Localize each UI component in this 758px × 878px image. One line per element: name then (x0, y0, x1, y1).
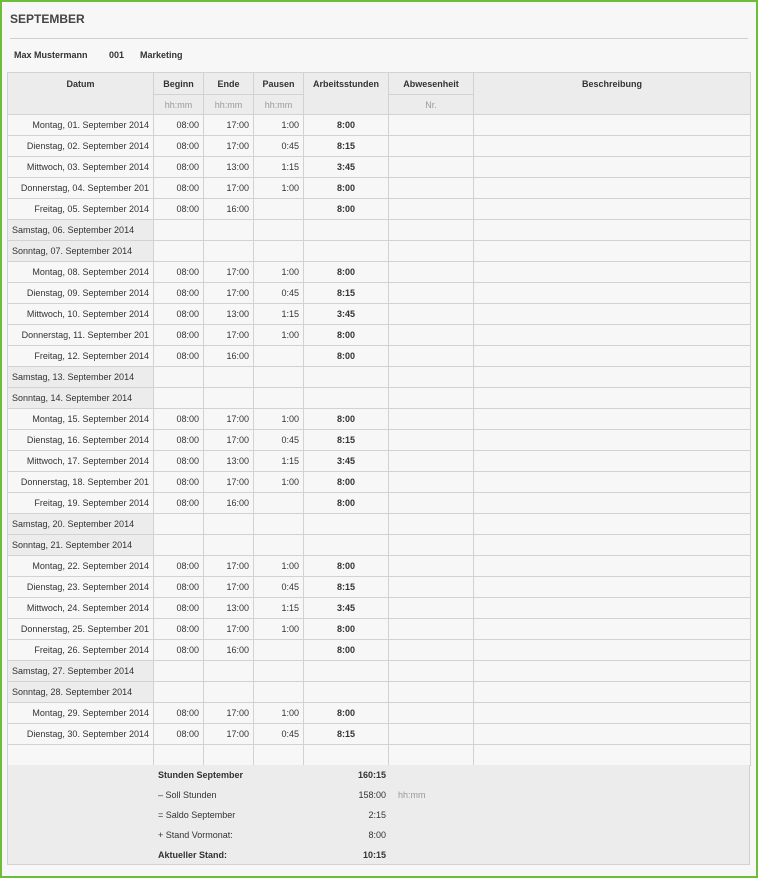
cell-ende[interactable] (204, 514, 254, 535)
col-header-arbeitsstunden: Arbeitsstunden (304, 73, 389, 115)
cell-ende[interactable] (204, 661, 254, 682)
cell-datum[interactable]: Montag, 15. September 2014 (8, 409, 154, 430)
cell-abwesenheit[interactable] (389, 220, 474, 241)
table-row (8, 136, 751, 157)
cell-arbeitsstunden[interactable]: 8:15 (304, 577, 389, 598)
cell-beschreibung[interactable] (474, 136, 751, 157)
cell-pausen[interactable]: 1:00 (254, 325, 304, 346)
col-header-beginn: Beginn (154, 73, 204, 95)
cell-abwesenheit[interactable] (389, 262, 474, 283)
cell-pausen[interactable] (254, 220, 304, 241)
cell-ende[interactable]: 17:00 (204, 178, 254, 199)
cell-pausen[interactable]: 1:00 (254, 556, 304, 577)
cell-abwesenheit[interactable] (389, 535, 474, 556)
summary-aktuell-row (158, 845, 386, 865)
cell-datum[interactable]: Freitag, 19. September 2014 (8, 493, 154, 514)
cell-ende[interactable]: 17:00 (204, 283, 254, 304)
cell-datum[interactable]: Mittwoch, 24. September 2014 (8, 598, 154, 619)
cell-arbeitsstunden[interactable]: 8:00 (304, 640, 389, 661)
cell-arbeitsstunden[interactable]: 8:00 (304, 493, 389, 514)
cell-abwesenheit[interactable] (389, 283, 474, 304)
cell-beschreibung[interactable] (474, 619, 751, 640)
cell-ende[interactable]: 17:00 (204, 409, 254, 430)
cell-beschreibung[interactable] (474, 388, 751, 409)
cell-pausen[interactable] (254, 388, 304, 409)
cell-arbeitsstunden[interactable]: 8:00 (304, 472, 389, 493)
cell-pausen[interactable] (254, 367, 304, 388)
summary-soll-row (158, 785, 386, 805)
cell-beginn[interactable]: 08:00 (154, 430, 204, 451)
table-row (8, 346, 751, 367)
cell-beschreibung[interactable] (474, 157, 751, 178)
timesheet-body (8, 115, 751, 766)
summary-vormonat-value: 8:00 (368, 830, 386, 840)
cell-datum[interactable]: Montag, 22. September 2014 (8, 556, 154, 577)
cell-ende[interactable] (204, 367, 254, 388)
cell-abwesenheit[interactable] (389, 325, 474, 346)
cell-pausen[interactable]: 0:45 (254, 136, 304, 157)
cell-arbeitsstunden[interactable] (304, 682, 389, 703)
cell-abwesenheit[interactable] (389, 724, 474, 745)
cell-ende[interactable]: 17:00 (204, 262, 254, 283)
col-header-abwesenheit: Abwesenheit (389, 73, 474, 95)
cell-pausen[interactable] (254, 241, 304, 262)
cell-datum[interactable]: Mittwoch, 17. September 2014 (8, 451, 154, 472)
cell-datum[interactable]: Freitag, 05. September 2014 (8, 199, 154, 220)
col-unit-pausen: hh:mm (254, 95, 304, 115)
cell-arbeitsstunden[interactable]: 8:15 (304, 724, 389, 745)
cell-ende[interactable]: 16:00 (204, 640, 254, 661)
cell-beginn[interactable]: 08:00 (154, 304, 204, 325)
cell-datum[interactable]: Donnerstag, 04. September 201 (8, 178, 154, 199)
cell-ende[interactable] (204, 745, 254, 766)
cell-arbeitsstunden[interactable]: 8:00 (304, 199, 389, 220)
cell-beschreibung[interactable] (474, 640, 751, 661)
cell-beginn[interactable]: 08:00 (154, 409, 204, 430)
cell-pausen[interactable]: 1:00 (254, 619, 304, 640)
cell-datum[interactable]: Donnerstag, 11. September 201 (8, 325, 154, 346)
table-row (8, 430, 751, 451)
summary-vormonat-label: + Stand Vormonat: (158, 830, 233, 840)
cell-ende[interactable] (204, 388, 254, 409)
cell-beschreibung[interactable] (474, 262, 751, 283)
cell-abwesenheit[interactable] (389, 619, 474, 640)
cell-abwesenheit[interactable] (389, 241, 474, 262)
cell-abwesenheit[interactable] (389, 682, 474, 703)
cell-arbeitsstunden[interactable] (304, 745, 389, 766)
cell-beschreibung[interactable] (474, 724, 751, 745)
cell-beschreibung[interactable] (474, 514, 751, 535)
col-header-beschreibung: Beschreibung (474, 73, 751, 115)
summary-stunden-row (158, 765, 386, 785)
cell-datum[interactable]: Montag, 29. September 2014 (8, 703, 154, 724)
cell-beginn[interactable]: 08:00 (154, 640, 204, 661)
cell-arbeitsstunden[interactable]: 8:00 (304, 325, 389, 346)
cell-beschreibung[interactable] (474, 472, 751, 493)
summary-saldo-value: 2:15 (368, 810, 386, 820)
cell-beginn[interactable] (154, 367, 204, 388)
cell-abwesenheit[interactable] (389, 367, 474, 388)
cell-abwesenheit[interactable] (389, 178, 474, 199)
table-row (8, 388, 751, 409)
cell-datum[interactable]: Mittwoch, 03. September 2014 (8, 157, 154, 178)
table-row (8, 619, 751, 640)
cell-arbeitsstunden[interactable]: 8:15 (304, 430, 389, 451)
cell-beschreibung[interactable] (474, 577, 751, 598)
cell-arbeitsstunden[interactable] (304, 367, 389, 388)
table-row (8, 367, 751, 388)
cell-ende[interactable]: 13:00 (204, 157, 254, 178)
cell-beginn[interactable]: 08:00 (154, 703, 204, 724)
cell-pausen[interactable]: 1:15 (254, 451, 304, 472)
cell-arbeitsstunden[interactable] (304, 220, 389, 241)
cell-arbeitsstunden[interactable]: 8:00 (304, 115, 389, 136)
table-row (8, 178, 751, 199)
table-row (8, 703, 751, 724)
summary-panel (7, 765, 750, 865)
cell-pausen[interactable] (254, 493, 304, 514)
employee-department: Marketing (140, 50, 183, 60)
cell-beschreibung[interactable] (474, 535, 751, 556)
cell-datum[interactable]: Samstag, 13. September 2014 (8, 367, 154, 388)
cell-arbeitsstunden[interactable] (304, 514, 389, 535)
cell-datum[interactable]: Dienstag, 09. September 2014 (8, 283, 154, 304)
summary-soll-label: – Soll Stunden (158, 790, 217, 800)
cell-ende[interactable]: 13:00 (204, 451, 254, 472)
cell-beginn[interactable]: 08:00 (154, 157, 204, 178)
table-row (8, 304, 751, 325)
cell-abwesenheit[interactable] (389, 115, 474, 136)
cell-ende[interactable]: 13:00 (204, 598, 254, 619)
col-unit-abwesenheit: Nr. (389, 95, 474, 115)
cell-beschreibung[interactable] (474, 661, 751, 682)
cell-pausen[interactable]: 1:15 (254, 304, 304, 325)
cell-beginn[interactable]: 08:00 (154, 262, 204, 283)
cell-pausen[interactable]: 1:00 (254, 409, 304, 430)
cell-datum[interactable]: Montag, 01. September 2014 (8, 115, 154, 136)
cell-pausen[interactable] (254, 682, 304, 703)
cell-beschreibung[interactable] (474, 682, 751, 703)
cell-beschreibung[interactable] (474, 430, 751, 451)
cell-abwesenheit[interactable] (389, 703, 474, 724)
cell-beginn[interactable]: 08:00 (154, 199, 204, 220)
table-row (8, 556, 751, 577)
cell-beginn[interactable]: 08:00 (154, 619, 204, 640)
table-row (8, 661, 751, 682)
table-row (8, 598, 751, 619)
cell-beginn[interactable]: 08:00 (154, 598, 204, 619)
cell-beginn[interactable]: 08:00 (154, 577, 204, 598)
cell-abwesenheit[interactable] (389, 493, 474, 514)
cell-pausen[interactable]: 1:15 (254, 157, 304, 178)
table-row (8, 472, 751, 493)
cell-abwesenheit[interactable] (389, 745, 474, 766)
cell-datum[interactable]: Donnerstag, 18. September 201 (8, 472, 154, 493)
cell-pausen[interactable]: 1:00 (254, 262, 304, 283)
cell-beginn[interactable] (154, 388, 204, 409)
cell-datum[interactable] (8, 745, 154, 766)
cell-beschreibung[interactable] (474, 703, 751, 724)
cell-datum[interactable]: Sonntag, 21. September 2014 (8, 535, 154, 556)
table-row (8, 682, 751, 703)
cell-arbeitsstunden[interactable] (304, 535, 389, 556)
cell-pausen[interactable]: 0:45 (254, 430, 304, 451)
table-row (8, 451, 751, 472)
cell-datum[interactable]: Montag, 08. September 2014 (8, 262, 154, 283)
summary-stunden-label: Stunden September (158, 770, 244, 780)
cell-abwesenheit[interactable] (389, 346, 474, 367)
cell-pausen[interactable]: 1:00 (254, 703, 304, 724)
cell-ende[interactable] (204, 535, 254, 556)
cell-datum[interactable]: Freitag, 12. September 2014 (8, 346, 154, 367)
cell-pausen[interactable]: 1:00 (254, 115, 304, 136)
cell-ende[interactable]: 17:00 (204, 556, 254, 577)
table-row (8, 724, 751, 745)
cell-beschreibung[interactable] (474, 451, 751, 472)
cell-datum[interactable]: Donnerstag, 25. September 201 (8, 619, 154, 640)
table-row (8, 115, 751, 136)
cell-pausen[interactable]: 1:00 (254, 178, 304, 199)
cell-beschreibung[interactable] (474, 115, 751, 136)
col-unit-beginn: hh:mm (154, 95, 204, 115)
table-row (8, 745, 751, 766)
cell-datum[interactable]: Samstag, 06. September 2014 (8, 220, 154, 241)
table-row (8, 157, 751, 178)
cell-pausen[interactable]: 0:45 (254, 724, 304, 745)
cell-datum[interactable]: Dienstag, 23. September 2014 (8, 577, 154, 598)
summary-saldo-label: = Saldo September (158, 810, 236, 820)
cell-ende[interactable] (204, 241, 254, 262)
cell-ende[interactable]: 17:00 (204, 136, 254, 157)
cell-datum[interactable]: Samstag, 27. September 2014 (8, 661, 154, 682)
table-row (8, 262, 751, 283)
cell-arbeitsstunden[interactable]: 3:45 (304, 157, 389, 178)
table-row (8, 199, 751, 220)
cell-ende[interactable]: 17:00 (204, 430, 254, 451)
page-title: SEPTEMBER (10, 12, 85, 26)
cell-beginn[interactable] (154, 661, 204, 682)
col-header-datum: Datum (8, 73, 154, 115)
cell-abwesenheit[interactable] (389, 451, 474, 472)
cell-datum[interactable]: Sonntag, 07. September 2014 (8, 241, 154, 262)
cell-arbeitsstunden[interactable]: 8:00 (304, 178, 389, 199)
cell-arbeitsstunden[interactable]: 3:45 (304, 304, 389, 325)
table-row (8, 577, 751, 598)
cell-pausen[interactable] (254, 199, 304, 220)
cell-arbeitsstunden[interactable] (304, 661, 389, 682)
summary-aktuell-value: 10:15 (362, 850, 386, 860)
cell-abwesenheit[interactable] (389, 157, 474, 178)
cell-abwesenheit[interactable] (389, 598, 474, 619)
cell-ende[interactable] (204, 682, 254, 703)
cell-beschreibung[interactable] (474, 325, 751, 346)
cell-datum[interactable]: Sonntag, 14. September 2014 (8, 388, 154, 409)
cell-ende[interactable]: 16:00 (204, 493, 254, 514)
cell-arbeitsstunden[interactable] (304, 241, 389, 262)
cell-beschreibung[interactable] (474, 178, 751, 199)
table-row (8, 283, 751, 304)
cell-beschreibung[interactable] (474, 241, 751, 262)
cell-pausen[interactable]: 1:00 (254, 472, 304, 493)
cell-datum[interactable]: Mittwoch, 10. September 2014 (8, 304, 154, 325)
table-row (8, 241, 751, 262)
cell-pausen[interactable] (254, 640, 304, 661)
cell-beginn[interactable]: 08:00 (154, 472, 204, 493)
cell-abwesenheit[interactable] (389, 409, 474, 430)
cell-beginn[interactable]: 08:00 (154, 493, 204, 514)
cell-pausen[interactable] (254, 661, 304, 682)
cell-pausen[interactable]: 0:45 (254, 577, 304, 598)
cell-arbeitsstunden[interactable]: 8:15 (304, 136, 389, 157)
cell-beginn[interactable] (154, 220, 204, 241)
summary-soll-value: 158:00 (358, 790, 386, 800)
cell-beginn[interactable]: 08:00 (154, 346, 204, 367)
cell-abwesenheit[interactable] (389, 304, 474, 325)
cell-pausen[interactable] (254, 346, 304, 367)
table-row (8, 493, 751, 514)
cell-ende[interactable]: 17:00 (204, 703, 254, 724)
cell-ende[interactable]: 17:00 (204, 472, 254, 493)
cell-datum[interactable]: Dienstag, 30. September 2014 (8, 724, 154, 745)
summary-aktuell-label: Aktueller Stand: (158, 850, 228, 860)
cell-ende[interactable]: 16:00 (204, 199, 254, 220)
col-header-ende: Ende (204, 73, 254, 95)
cell-datum[interactable]: Dienstag, 02. September 2014 (8, 136, 154, 157)
cell-datum[interactable]: Samstag, 20. September 2014 (8, 514, 154, 535)
cell-ende[interactable]: 13:00 (204, 304, 254, 325)
cell-ende[interactable]: 17:00 (204, 619, 254, 640)
cell-beschreibung[interactable] (474, 346, 751, 367)
table-row (8, 325, 751, 346)
cell-pausen[interactable]: 1:15 (254, 598, 304, 619)
cell-abwesenheit[interactable] (389, 136, 474, 157)
table-row (8, 220, 751, 241)
cell-abwesenheit[interactable] (389, 640, 474, 661)
cell-ende[interactable]: 16:00 (204, 346, 254, 367)
table-row (8, 514, 751, 535)
col-unit-ende: hh:mm (204, 95, 254, 115)
cell-pausen[interactable] (254, 514, 304, 535)
cell-arbeitsstunden[interactable]: 3:45 (304, 598, 389, 619)
cell-arbeitsstunden[interactable]: 3:45 (304, 451, 389, 472)
cell-pausen[interactable]: 0:45 (254, 283, 304, 304)
cell-beschreibung[interactable] (474, 745, 751, 766)
cell-ende[interactable]: 17:00 (204, 115, 254, 136)
summary-vormonat-row (158, 825, 386, 845)
cell-pausen[interactable] (254, 745, 304, 766)
cell-beginn[interactable] (154, 682, 204, 703)
cell-arbeitsstunden[interactable]: 8:00 (304, 703, 389, 724)
cell-beschreibung[interactable] (474, 598, 751, 619)
cell-abwesenheit[interactable] (389, 388, 474, 409)
table-row (8, 535, 751, 556)
cell-datum[interactable]: Dienstag, 16. September 2014 (8, 430, 154, 451)
cell-beschreibung[interactable] (474, 409, 751, 430)
cell-beginn[interactable]: 08:00 (154, 325, 204, 346)
cell-beschreibung[interactable] (474, 220, 751, 241)
cell-beginn[interactable] (154, 241, 204, 262)
cell-ende[interactable]: 17:00 (204, 577, 254, 598)
cell-abwesenheit[interactable] (389, 661, 474, 682)
cell-abwesenheit[interactable] (389, 556, 474, 577)
cell-pausen[interactable] (254, 535, 304, 556)
cell-arbeitsstunden[interactable]: 8:00 (304, 262, 389, 283)
summary-saldo-row (158, 805, 386, 825)
summary-soll-hint: hh:mm (398, 790, 426, 800)
employee-info (14, 50, 183, 60)
table-row (8, 409, 751, 430)
cell-arbeitsstunden[interactable] (304, 388, 389, 409)
cell-beschreibung[interactable] (474, 367, 751, 388)
cell-ende[interactable] (204, 220, 254, 241)
cell-abwesenheit[interactable] (389, 514, 474, 535)
cell-beginn[interactable]: 08:00 (154, 556, 204, 577)
cell-abwesenheit[interactable] (389, 472, 474, 493)
cell-beginn[interactable] (154, 745, 204, 766)
cell-arbeitsstunden[interactable]: 8:15 (304, 283, 389, 304)
cell-arbeitsstunden[interactable]: 8:00 (304, 346, 389, 367)
cell-abwesenheit[interactable] (389, 199, 474, 220)
cell-beschreibung[interactable] (474, 556, 751, 577)
cell-beginn[interactable]: 08:00 (154, 115, 204, 136)
cell-ende[interactable]: 17:00 (204, 724, 254, 745)
employee-name: Max Mustermann (14, 50, 88, 60)
cell-beginn[interactable]: 08:00 (154, 178, 204, 199)
cell-beginn[interactable] (154, 514, 204, 535)
cell-arbeitsstunden[interactable]: 8:00 (304, 556, 389, 577)
cell-beginn[interactable]: 08:00 (154, 283, 204, 304)
cell-datum[interactable]: Freitag, 26. September 2014 (8, 640, 154, 661)
employee-number: 001 (109, 50, 125, 60)
cell-beschreibung[interactable] (474, 283, 751, 304)
cell-beschreibung[interactable] (474, 199, 751, 220)
cell-beschreibung[interactable] (474, 304, 751, 325)
title-divider (10, 38, 748, 39)
cell-abwesenheit[interactable] (389, 430, 474, 451)
cell-beginn[interactable] (154, 535, 204, 556)
col-header-pausen: Pausen (254, 73, 304, 95)
cell-beginn[interactable]: 08:00 (154, 724, 204, 745)
cell-beschreibung[interactable] (474, 493, 751, 514)
cell-beginn[interactable]: 08:00 (154, 136, 204, 157)
cell-abwesenheit[interactable] (389, 577, 474, 598)
cell-arbeitsstunden[interactable]: 8:00 (304, 409, 389, 430)
cell-datum[interactable]: Sonntag, 28. September 2014 (8, 682, 154, 703)
summary-stunden-value: 160:15 (357, 770, 386, 780)
cell-arbeitsstunden[interactable]: 8:00 (304, 619, 389, 640)
cell-beginn[interactable]: 08:00 (154, 451, 204, 472)
cell-ende[interactable]: 17:00 (204, 325, 254, 346)
timesheet-table (7, 72, 751, 766)
table-row (8, 640, 751, 661)
